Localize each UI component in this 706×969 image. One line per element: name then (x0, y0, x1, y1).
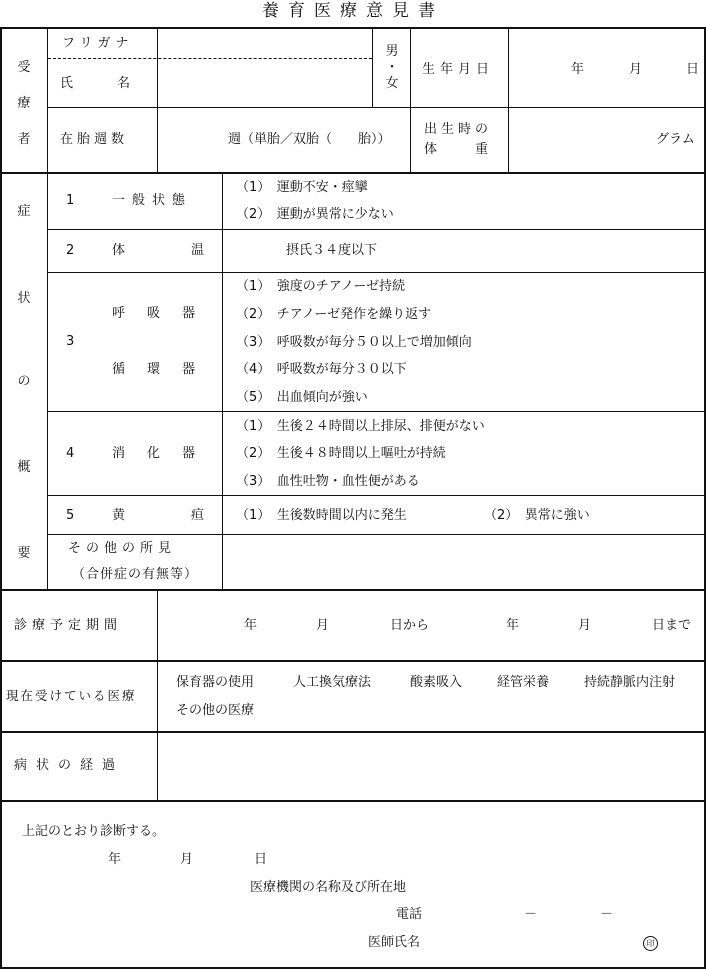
circulatory-label: 循環器 (112, 362, 218, 377)
treatment-period-label: 診療予定期間 (14, 618, 123, 633)
respiratory-item-3[interactable]: （3） 呼吸数が毎分５０以上で増加傾向 (236, 335, 472, 350)
general-state-label: 一般状態 (112, 193, 193, 208)
period-start-month-unit: 月 (316, 618, 330, 633)
digestive-item-3[interactable]: （3） 血性吐物・血性便がある (236, 474, 420, 489)
jaundice-label-a: 黄 (112, 508, 126, 523)
progress-section-top (0, 731, 706, 733)
document-title: 養育医療意見書 (262, 1, 444, 21)
progress-field[interactable] (162, 736, 700, 796)
digestive-item-1[interactable]: （1） 生後２４時間以上排尿、排便がない (236, 419, 485, 434)
birth-month-unit: 月 (629, 62, 643, 77)
name-label: 氏 名 (60, 76, 137, 91)
symptom-section-label-4: 概 (17, 460, 31, 475)
period-end-month-unit: 月 (578, 618, 592, 633)
treatment-option-incubator[interactable]: 保育器の使用 (176, 675, 255, 690)
respiratory-item-2[interactable]: （2） チアノーゼ発作を繰り返す (236, 307, 432, 322)
period-end-year-unit: 年 (506, 618, 520, 633)
birth-weight-label-line-2: 体 重 (424, 142, 493, 157)
period-section-top (0, 589, 706, 591)
temperature-number: 2 (66, 243, 75, 258)
birth-year-unit: 年 (571, 62, 585, 77)
phone-label: 電話 (396, 907, 423, 922)
name-field[interactable] (160, 62, 370, 102)
treatment-option-other[interactable]: その他の医療 (176, 703, 255, 718)
symptom-section-label-3: の (17, 374, 31, 389)
digestive-label: 消化器 (112, 446, 218, 461)
patient-section-label-3: 者 (17, 132, 31, 147)
respiratory-item-5[interactable]: （5） 出血傾向が強い (236, 390, 368, 405)
temperature-label-a: 体 (112, 243, 126, 258)
respiratory-item-4[interactable]: （4） 呼吸数が毎分３０以下 (236, 362, 407, 377)
symptom-section-label-5: 要 (17, 546, 31, 561)
current-treatment-section-top (0, 660, 706, 662)
respiratory-label: 呼吸器 (112, 306, 218, 321)
certification-month-unit: 月 (180, 852, 194, 867)
doctor-name-label: 医師氏名 (368, 935, 421, 950)
patient-section-label-2: 療 (17, 96, 31, 111)
sex-column-left-line (372, 28, 373, 108)
general-state-item-2[interactable]: （2） 運動が異常に少ない (236, 207, 394, 222)
birth-label-column-line (508, 28, 509, 173)
treatment-option-ventilation[interactable]: 人工換気療法 (293, 675, 372, 690)
digestive-number: 4 (66, 446, 75, 461)
certification-statement: 上記のとおり診断する。 (22, 824, 166, 839)
certification-year-unit: 年 (108, 852, 122, 867)
frame-top-border (0, 27, 706, 29)
sex-female-option[interactable]: 女 (385, 76, 399, 91)
furigana-label: フリガナ (62, 36, 134, 51)
patient-section-label-1: 受 (17, 60, 31, 75)
sex-column-right-line (410, 28, 411, 173)
lower-label-column-line (157, 590, 158, 801)
treatment-option-oxygen[interactable]: 酸素吸入 (410, 675, 463, 690)
certification-section-top (0, 800, 706, 802)
birth-day-unit: 日 (686, 62, 700, 77)
period-start-day-unit: 日から (390, 618, 430, 633)
section-label-column-line (47, 28, 48, 589)
furigana-field[interactable] (160, 34, 370, 54)
temperature-item[interactable]: 摂氏３４度以下 (286, 243, 378, 258)
other-findings-label: その他の所見 (68, 541, 177, 556)
other-findings-field[interactable] (226, 538, 702, 586)
jaundice-label-b: 疸 (191, 508, 205, 523)
general-state-item-1[interactable]: （1） 運動不安・痙攣 (236, 180, 368, 195)
symptom-row-5-bottom (48, 534, 705, 535)
name-row-bottom-line (48, 107, 705, 108)
general-state-number: 1 (66, 193, 75, 208)
treatment-option-tube-feeding[interactable]: 経管栄養 (497, 675, 550, 690)
furigana-dashed-line (48, 58, 372, 59)
symptom-row-1-bottom (48, 229, 705, 230)
digestive-item-2[interactable]: （2） 生後４８時間以上嘔吐が持続 (236, 446, 446, 461)
frame-left-border (0, 27, 2, 969)
treatment-option-iv-infusion[interactable]: 持続静脈内注射 (584, 675, 676, 690)
respiratory-item-1[interactable]: （1） 強度のチアノーゼ持続 (236, 279, 406, 294)
seal-mark-icon: 印 (643, 936, 658, 951)
certification-day-unit: 日 (254, 852, 268, 867)
sex-male-option[interactable]: 男 (385, 44, 399, 59)
symptom-row-2-bottom (48, 272, 705, 273)
jaundice-number: 5 (66, 508, 75, 523)
progress-label: 病状の経過 (14, 758, 125, 773)
birth-weight-unit: グラム (656, 132, 695, 147)
other-findings-sublabel: （合併症の有無等） (72, 567, 199, 582)
birth-weight-label-line-1: 出生時の (424, 122, 493, 137)
period-start-year-unit: 年 (244, 618, 258, 633)
jaundice-item-1[interactable]: （1） 生後数時間以内に発生 (236, 508, 407, 523)
symptom-section-label-2: 状 (17, 291, 31, 306)
sex-separator: ・ (385, 60, 399, 75)
birth-date-label: 生年月日 (422, 62, 495, 77)
current-treatment-label: 現在受けている医療 (6, 688, 137, 703)
symptom-row-3-bottom (48, 411, 705, 412)
respiratory-number: 3 (66, 334, 75, 349)
symptom-row-4-bottom (48, 495, 705, 496)
patient-label-column-line (157, 28, 158, 173)
period-end-day-unit: 日まで (652, 618, 692, 633)
symptom-section-label-1: 症 (17, 204, 31, 219)
gestation-label: 在胎週数 (60, 132, 129, 147)
patient-section-divider (0, 172, 706, 174)
jaundice-item-2[interactable]: （2） 異常に強い (484, 508, 590, 523)
gestation-value[interactable]: 週（単胎／双胎（ 胎）） (228, 132, 391, 147)
symptom-item-column-line (222, 173, 223, 589)
temperature-label-b: 温 (191, 243, 205, 258)
phone-separator-1: － (524, 907, 538, 922)
phone-separator-2: － (600, 907, 614, 922)
institution-label: 医療機関の名称及び所在地 (250, 880, 407, 895)
